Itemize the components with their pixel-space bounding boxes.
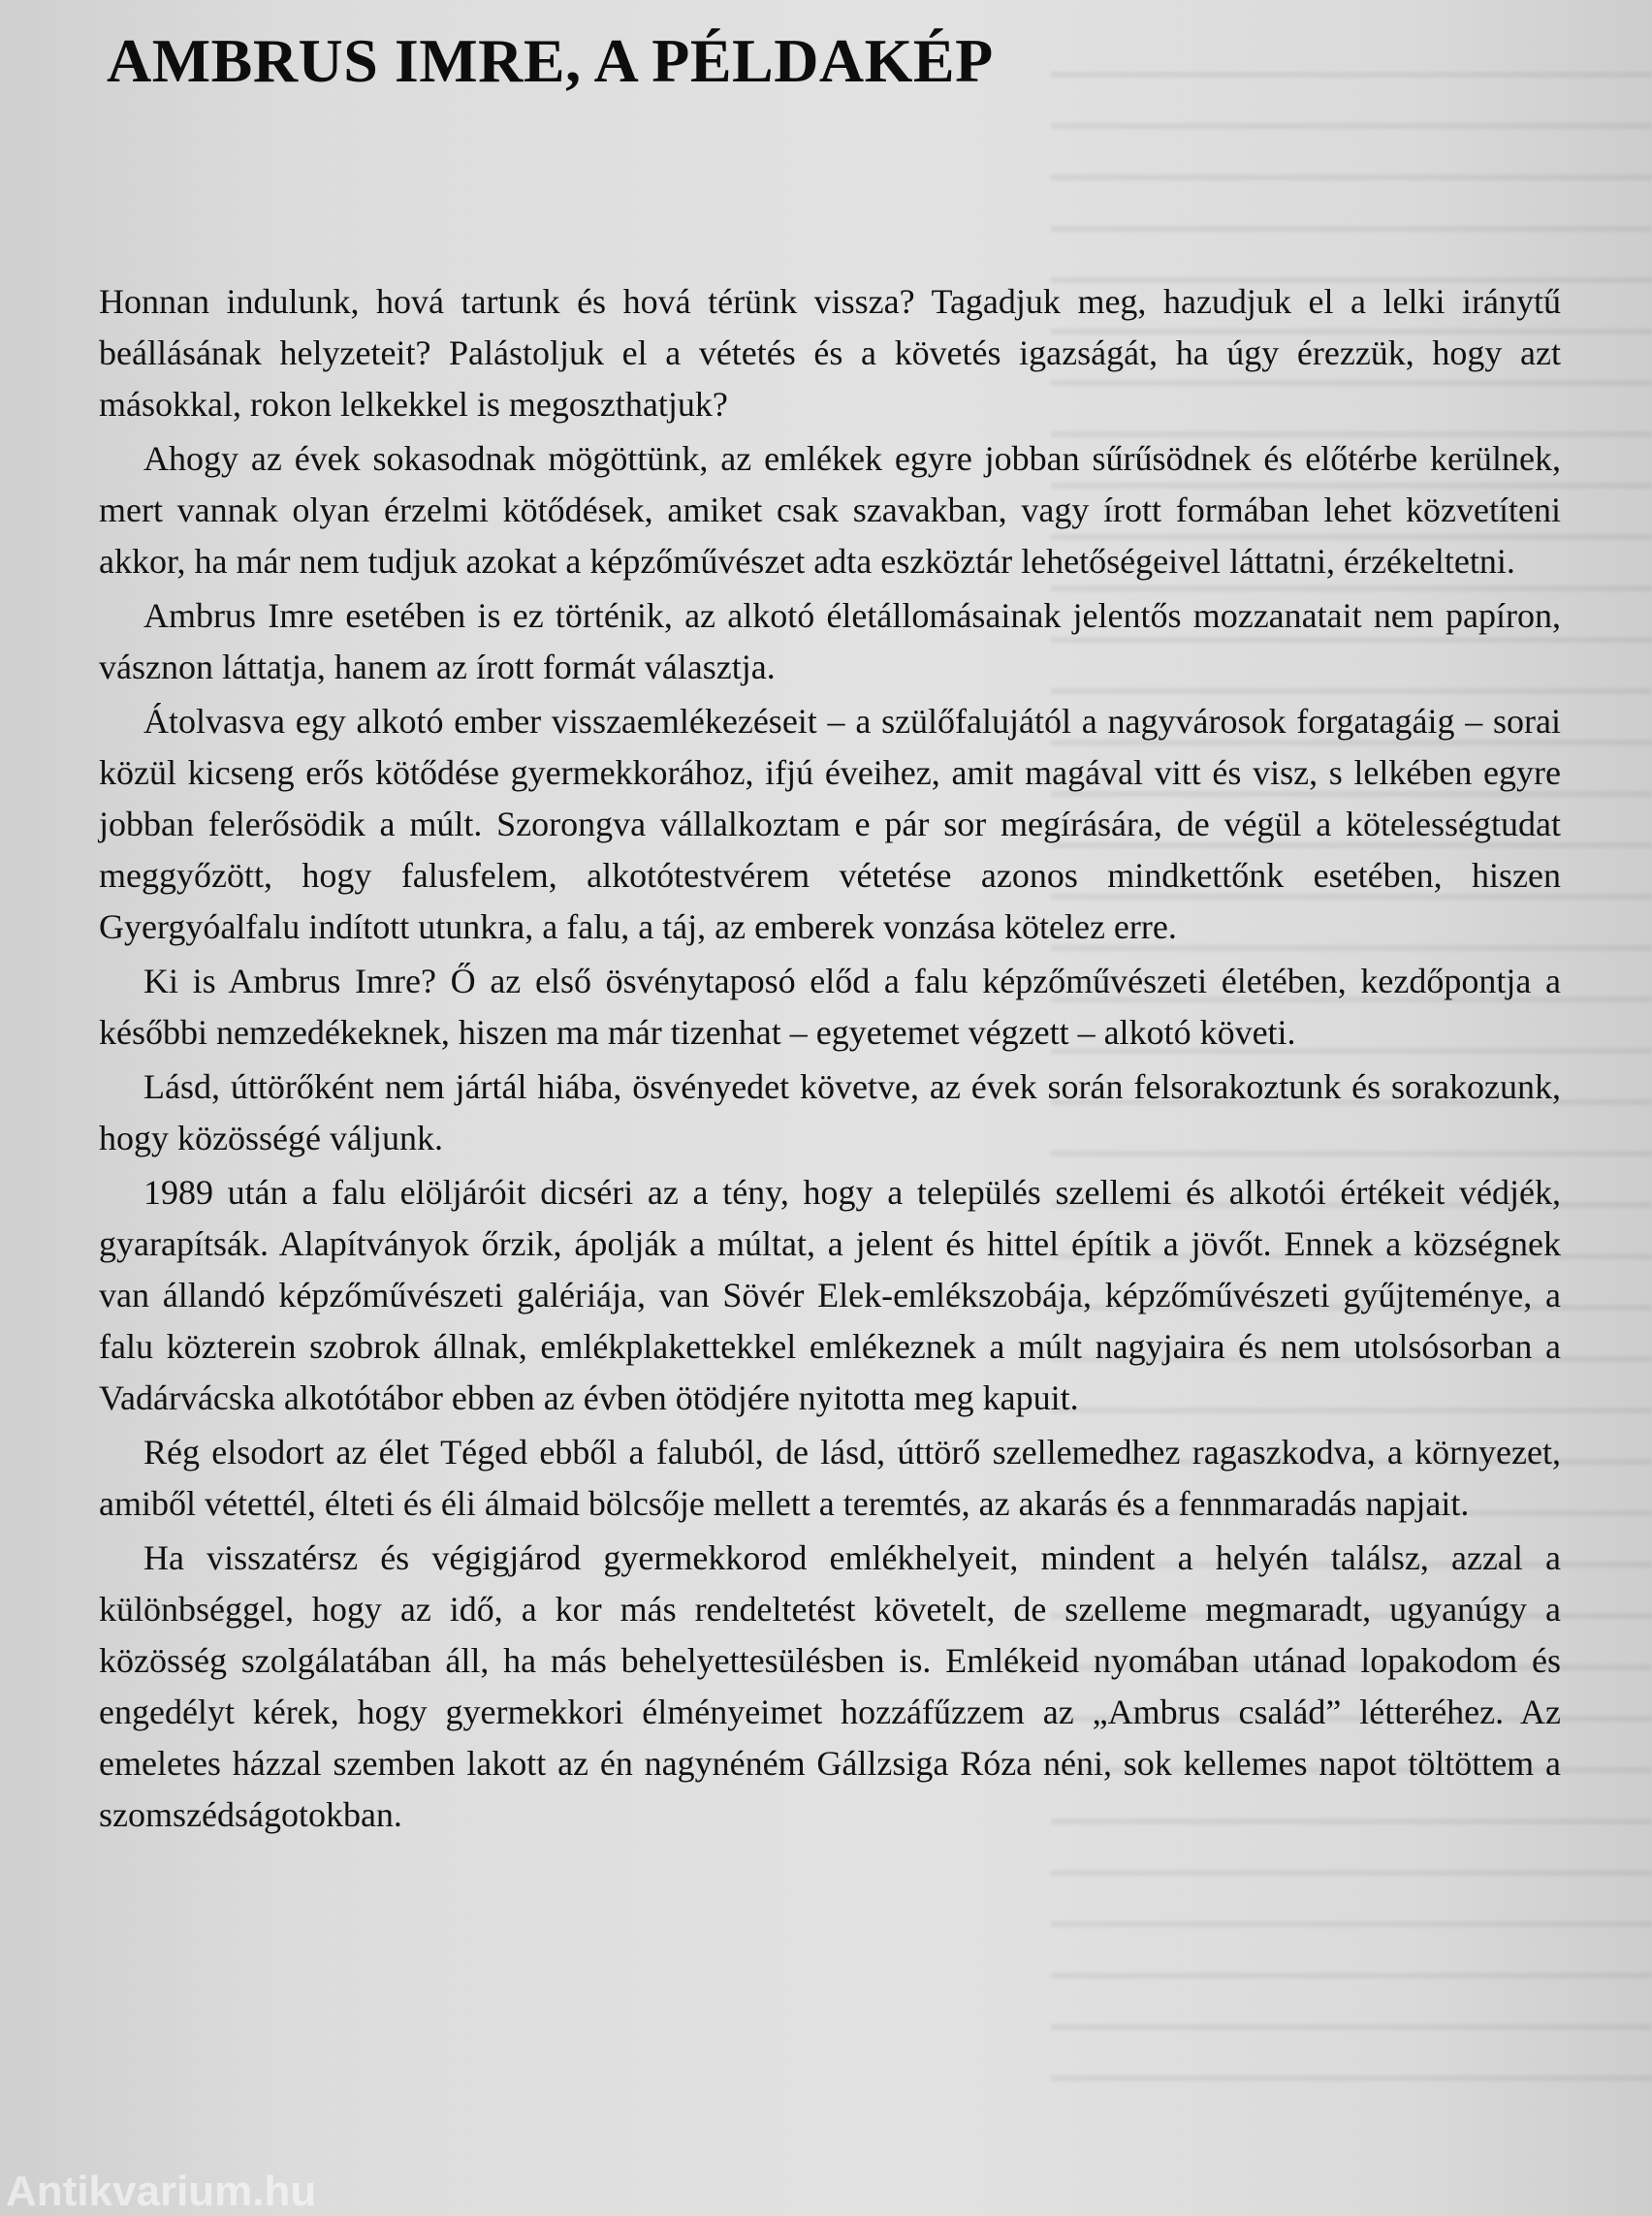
watermark: Antikvarium.hu — [6, 2168, 317, 2215]
paragraph-3: Ambrus Imre esetében is ez történik, az alkotó életállomásainak jelentős mozzanatait nem papíron, vásznon láttatja, hanem az írott formát választja. — [99, 596, 1561, 686]
paragraph-7: 1989 után a falu elöljáróit dicséri az a tény, hogy a település szellemi és alkotói értékeit védjék, gyarapítsák. Alapítványok őrzik, ápolják a múltat, a jelent és hittel építik a jövőt. Ennek a községnek van állandó képzőművészeti galériája, van Sövér Elek-emlékszobája, képzőművészeti gyűjteménye, a falu közterein szobrok állnak, emlékplakettekkel emlékeznek a múlt nagyjaira és nem utolsósorban a Vadárvácska alkotótábor ebben az évben ötödjére nyitotta meg kapuit. — [99, 1173, 1561, 1417]
paragraph-2: Ahogy az évek sokasodnak mögöttünk, az emlékek egyre jobban sűrűsödnek és előtérbe kerülnek, mert vannak olyan érzelmi kötődések, amiket csak szavakban, vagy írott formában lehet közvetíteni akkor, ha már nem tudjuk azokat a képzőművészet adta eszköztár lehetőségeivel láttatni, érzékeltetni. — [99, 439, 1561, 581]
paragraph-8: Rég elsodort az élet Téged ebből a faluból, de lásd, úttörő szellemedhez ragaszkodva, a környezet, amiből vétettél, élteti és éli álmaid bölcsője mellett a teremtés, az akarás és a fennmaradás napjait. — [99, 1433, 1561, 1523]
paragraph-6: Lásd, úttörőként nem jártál hiába, ösvényedet követve, az évek során felsorakoztunk és sorakozunk, hogy közösségé váljunk. — [99, 1067, 1561, 1157]
page-title: AMBRUS IMRE, A PÉLDAKÉP — [107, 26, 994, 95]
paragraph-4: Átolvasva egy alkotó ember visszaemlékezéseit – a szülőfalujától a nagyvárosok forgatagáig – sorai közül kicseng erős kötődése gyermekkorához, ifjú éveihez, amit magával vitt és visz, s lelkében egyre jobban felerősödik a múlt. Szorongva vállalkoztam e pár sor megírására, de végül a kötelességtudat meggyőzött, hogy falusfelem, alkotótestvérem vétetése azonos mindkettőnk esetében, hiszen Gyergyóalfalu indított utunkra, a falu, a táj, az emberek vonzása kötelez erre. — [99, 702, 1561, 946]
paragraph-5: Ki is Ambrus Imre? Ő az első ösvénytaposó előd a falu képzőművészeti életében, kezdőpontja a későbbi nemzedékeknek, hiszen ma már tizenhat – egyetemet végzett – alkotó követi. — [99, 962, 1561, 1052]
paragraph-1: Honnan indulunk, hová tartunk és hová térünk vissza? Tagadjuk meg, hazudjuk el a lelki iránytű beállásának helyzeteit? Palástoljuk el a vétetés és a követés igazságát, ha úgy érezzük, hogy azt másokkal, rokon lelkekkel is megoszthatjuk? — [99, 282, 1561, 424]
paragraph-9: Ha visszatérsz és végigjárod gyermekkorod emlékhelyeit, mindent a helyén találsz, azzal a különbséggel, hogy az idő, a kor más rendeltetést követelt, de szelleme megmaradt, ugyanúgy a közösség szolgálatában áll, ha más behelyettesülésben is. Emlékeid nyomában utánad lopakodom és engedélyt kérek, hogy gyermekkori élményeimet hozzáfűzzem az „Ambrus család” létteréhez. Az emeletes házzal szemben lakott az én nagynéném Gállzsiga Róza néni, sok kellemes napot töltöttem a szomszédságotokban. — [99, 1538, 1561, 1834]
article-body — [99, 276, 1561, 1844]
